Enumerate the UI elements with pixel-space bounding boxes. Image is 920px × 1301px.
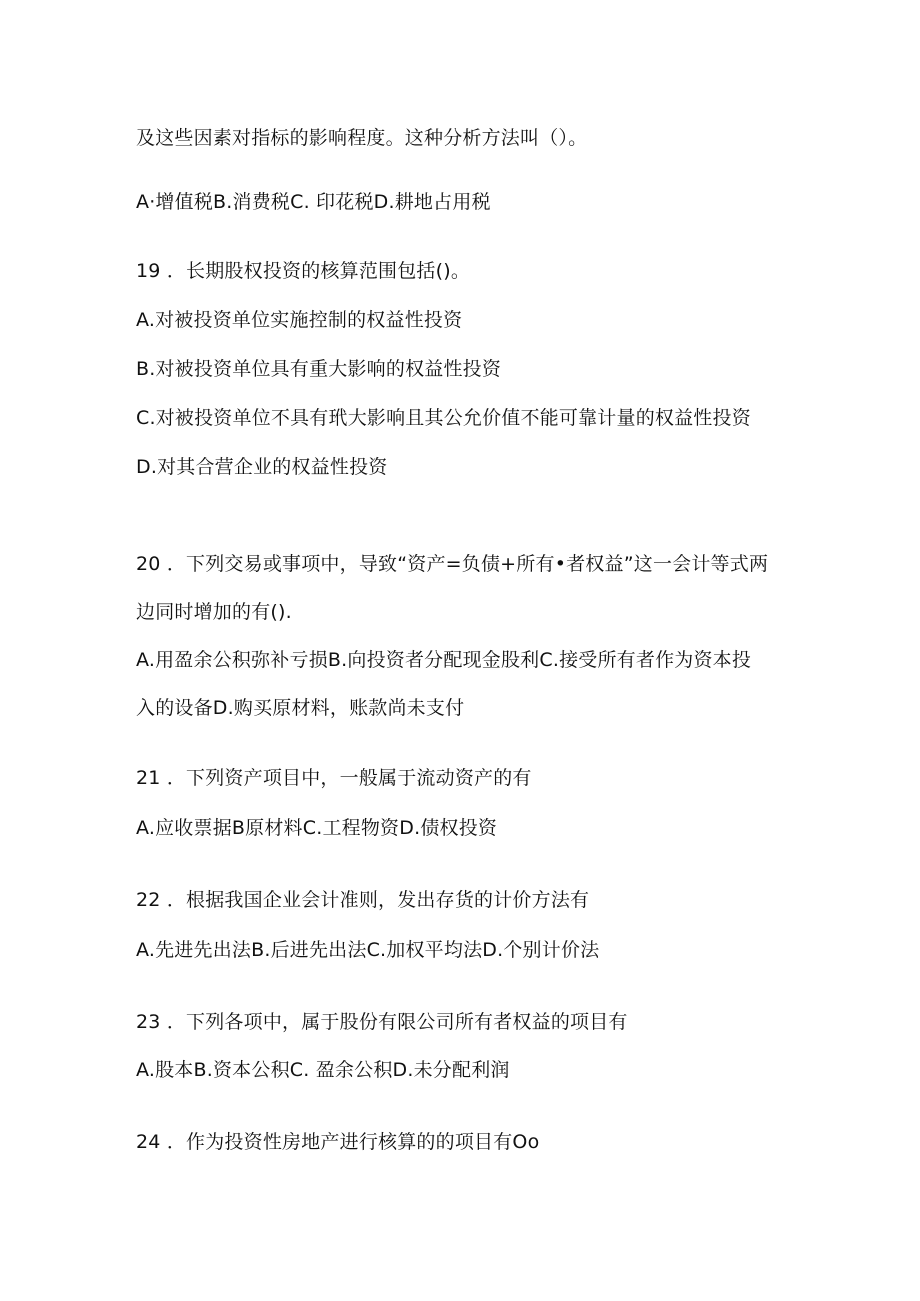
options-23: A.股本B.资本公积C. 盈余公积D.未分配利润	[136, 1059, 510, 1081]
question-23: 23 ．下列各项中，属于股份有限公司所有者权益的项目有	[136, 1011, 628, 1033]
question-22: 22 ．根据我国企业会计准则，发出存货的计价方法有	[136, 889, 590, 911]
options-20-line-1: A.用盈余公积弥补亏损B.向投资者分配现金股利C.接受所有者作为资本投	[136, 649, 752, 671]
options-21: A.应收票据B原材料C.工程物资D.债权投资	[136, 817, 498, 839]
question-20-line-2: 边同时增加的有().	[136, 601, 292, 623]
option-19-a: A.对被投资单位实施控制的权益性投资	[136, 309, 463, 331]
question-21: 21 ．下列资产项目中，一般属于流动资产的有	[136, 767, 532, 789]
question-19: 19 ．长期股权投资的核算范围包括()。	[136, 260, 471, 282]
text-line-1: 及这些因素对指标的影响程度。这种分析方法叫（）。	[136, 127, 588, 149]
option-19-d: D.对其合营企业的权益性投资	[136, 456, 388, 478]
text-line-2: A·增值税B.消费税C. 印花税D.耕地占用税	[136, 191, 491, 213]
option-19-b: B.对被投资单位具有重大影响的权益性投资	[136, 358, 502, 380]
option-19-c: C.对被投资单位不具有玳大影响且其公允价值不能可靠计量的权益性投资	[136, 407, 751, 429]
options-20-line-2: 入的设备D.购买原材料，账款尚未支付	[136, 697, 465, 719]
options-22: A.先进先出法B.后进先出法C.加权平均法D.个别计价法	[136, 939, 600, 961]
question-24: 24 ．作为投资性房地产进行核算的的项目有Oo	[136, 1131, 540, 1153]
question-20-line-1: 20 ．下列交易或事项中，导致“资产=负债+所有•者权益”这一会计等式两	[136, 553, 769, 575]
